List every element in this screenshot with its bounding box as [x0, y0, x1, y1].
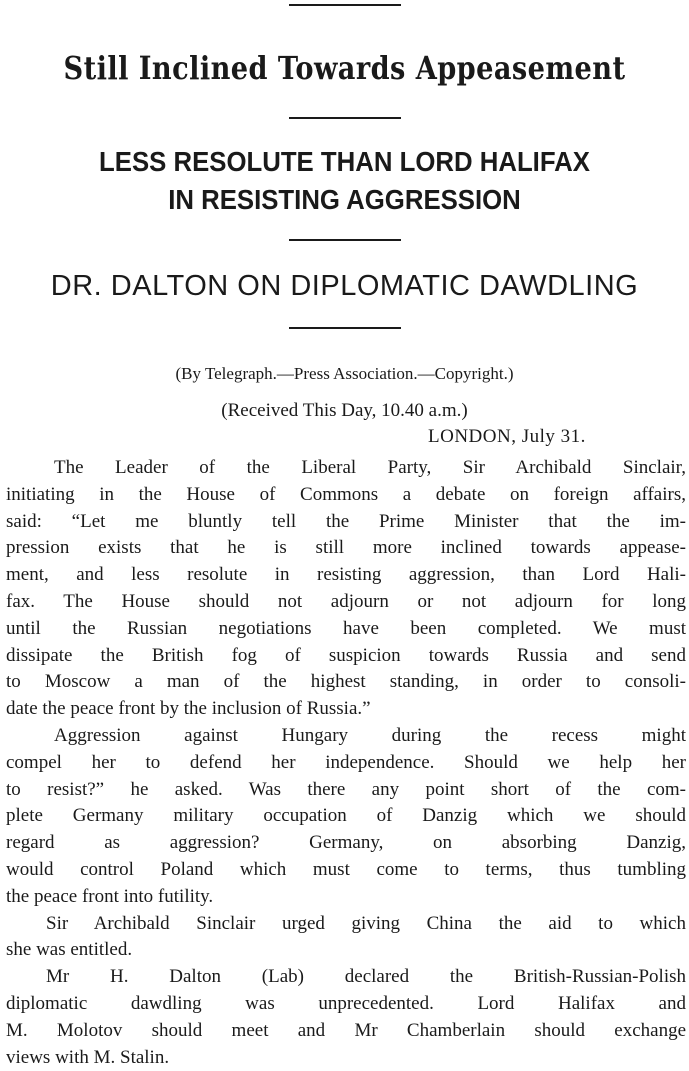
- body-line: date the peace front by the inclusion of Russia.”: [6, 698, 371, 720]
- body-line: fax. The House should not adjourn or not adjourn for long: [6, 590, 686, 612]
- dateline: LONDON, July 31.: [428, 426, 586, 447]
- body-line: views with M. Stalin.: [6, 1046, 170, 1068]
- body-line: M. Molotov should meet and Mr Chamberlain should exchange: [6, 1019, 686, 1041]
- received-notice: (Received This Day, 10.40 a.m.): [221, 400, 468, 421]
- headline-divider-1: [289, 117, 401, 119]
- body-line: compel her to defend her independence. Should we help her: [6, 751, 686, 773]
- body-line: would control Poland which must come to terms, thus tumbling: [6, 858, 686, 880]
- body-line: diplomatic dawdling was unprecedented. Lord Halifax and: [6, 992, 686, 1014]
- body-line: dissipate the British fog of suspicion towards Russia and send: [6, 644, 686, 666]
- body-line: Aggression against Hungary during the recess might: [54, 724, 686, 746]
- subheadline-line-1: LESS RESOLUTE THAN LORD HALIFAX: [99, 146, 590, 177]
- main-headline: Still Inclined Towards Appeasement: [63, 49, 626, 87]
- body-line: Sir Archibald Sinclair urged giving China the aid to which: [46, 912, 686, 934]
- body-line: said: “Let me bluntly tell the Prime Minister that the im-: [6, 510, 686, 532]
- body-line: Mr H. Dalton (Lab) declared the British-Russian-Polish: [46, 966, 686, 988]
- body-line: to Moscow a man of the highest standing, in order to consoli-: [6, 671, 686, 693]
- body-line: to resist?” he asked. Was there any point short of the com-: [6, 778, 686, 800]
- body-line: pression exists that he is still more inclined towards appease-: [6, 537, 686, 559]
- byline: (By Telegraph.—Press Association.—Copyright.): [175, 364, 514, 383]
- headline-divider-3: [289, 327, 401, 329]
- body-line: The Leader of the Liberal Party, Sir Archibald Sinclair,: [54, 457, 686, 478]
- body-line: initiating in the House of Commons a debate on foreign affairs,: [6, 483, 686, 505]
- article-body: [6, 455, 686, 1071]
- body-line: plete Germany military occupation of Danzig which we should: [6, 805, 686, 827]
- body-line: ment, and less resolute in resisting aggression, than Lord Hali-: [6, 564, 686, 586]
- headline-divider-2: [289, 239, 401, 241]
- third-headline: DR. DALTON ON DIPLOMATIC DAWDLING: [50, 270, 639, 302]
- body-line: regard as aggression? Germany, on absorbing Danzig,: [6, 832, 686, 854]
- body-line: until the Russian negotiations have been completed. We must: [6, 617, 686, 639]
- subheadline-line-2: IN RESISTING AGGRESSION: [168, 184, 521, 215]
- body-line: she was entitled.: [6, 939, 133, 961]
- top-rule: [289, 4, 401, 6]
- body-line: the peace front into futility.: [6, 885, 214, 907]
